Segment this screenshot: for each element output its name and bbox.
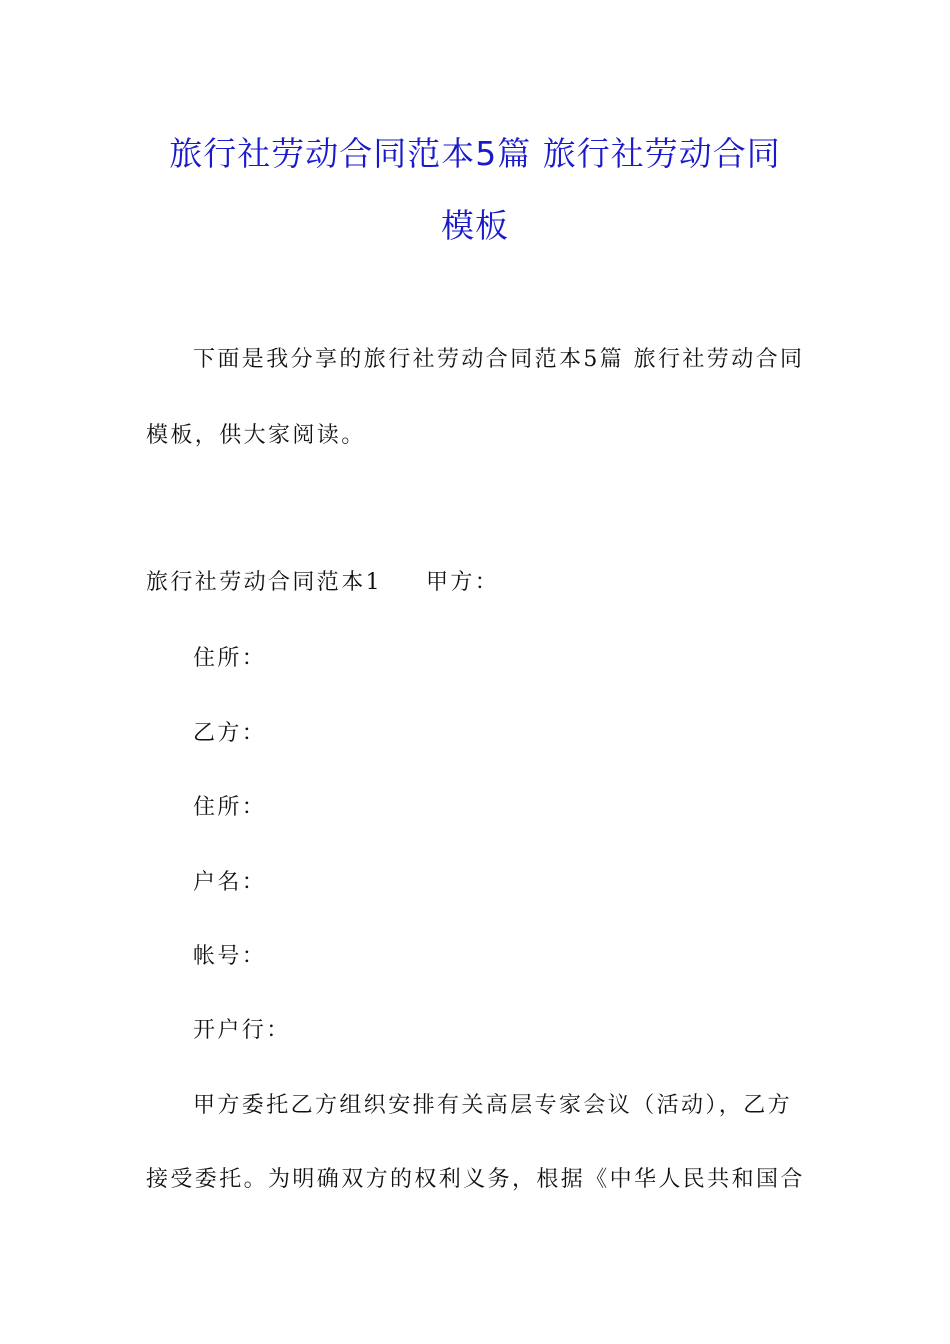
field-account-name: 户名： [193, 870, 267, 895]
field-address-a: 住所： [193, 646, 267, 671]
field-bank: 开户行： [193, 1018, 291, 1043]
document-title-line-2: 模板 [441, 206, 509, 245]
intro-line-1: 下面是我分享的旅行社劳动合同范本5篇 旅行社劳动合同 [193, 347, 805, 372]
party-a-label: 甲方： [426, 570, 500, 595]
section-heading: 旅行社劳动合同范本1 [146, 570, 382, 595]
field-party-b: 乙方： [193, 721, 267, 746]
document-title-line-1: 旅行社劳动合同范本5篇 旅行社劳动合同 [169, 134, 781, 173]
section-heading-row [146, 568, 499, 598]
body-line-2: 接受委托。为明确双方的权利义务，根据《中华人民共和国合 [146, 1167, 805, 1192]
field-address-b: 住所： [193, 795, 267, 820]
body-line-1: 甲方委托乙方组织安排有关高层专家会议（活动），乙方 [193, 1093, 793, 1118]
intro-line-2: 模板，供大家阅读。 [146, 423, 366, 448]
field-account-number: 帐号： [193, 944, 267, 969]
